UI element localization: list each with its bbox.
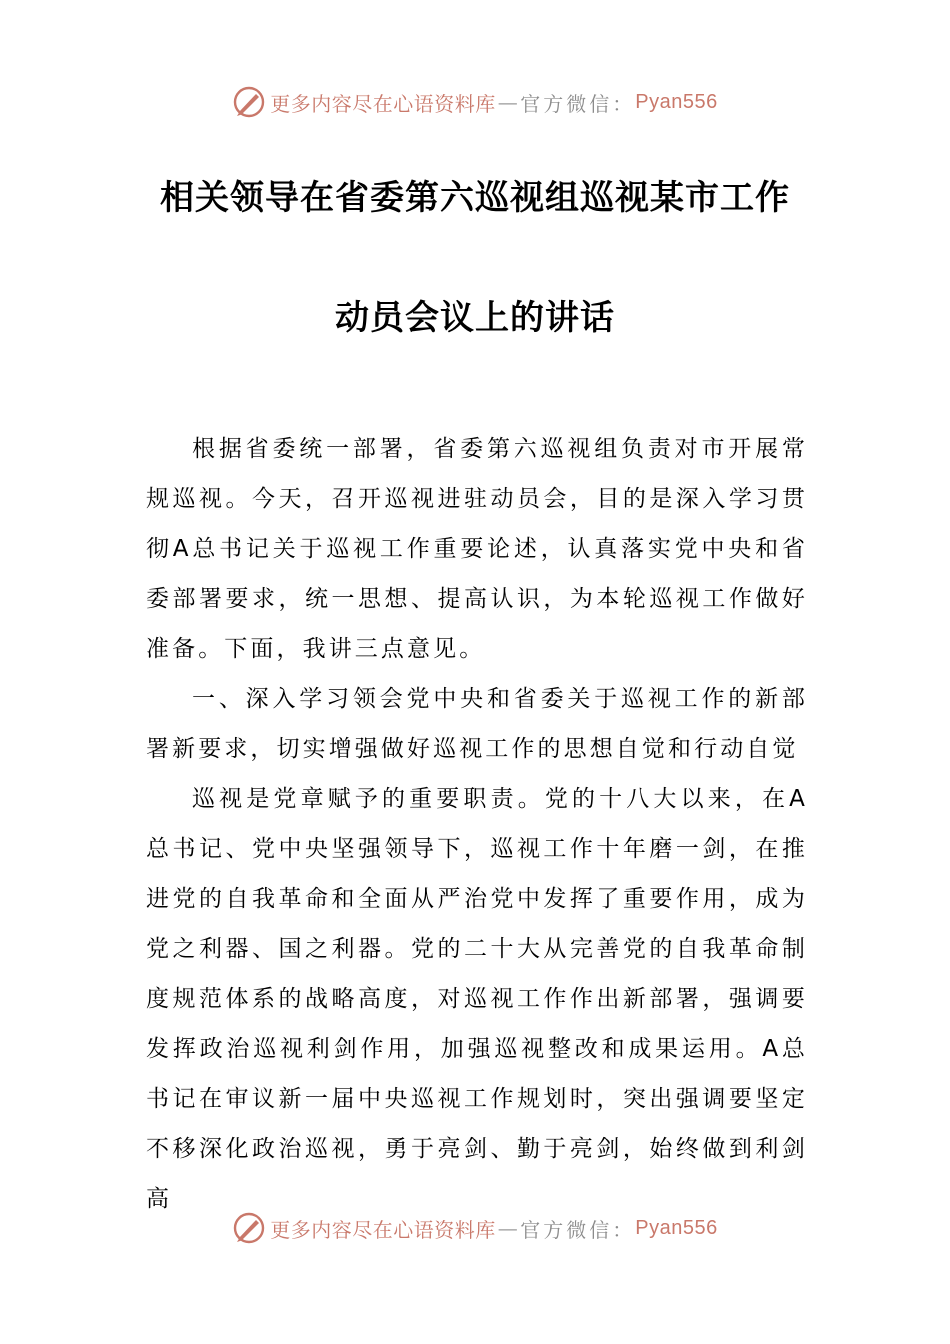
paragraph-intro: 根据省委统一部署，省委第六巡视组负责对市开展常规巡视。今天，召开巡视进驻动员会，目的是深入学习贯彻A总书记关于巡视工作重要论述，认真落实党中央和省委部署要求，统一思想、提高认识，为本轮巡视工作做好准备。下面，我讲三点意见。: [146, 436, 808, 662]
pen-circle-logo-icon: [232, 85, 266, 119]
watermark-wechat-id: Pyan556: [635, 90, 718, 113]
watermark-dash: —: [497, 1216, 519, 1240]
pen-circle-logo-icon: [232, 1211, 266, 1245]
document-title-line2: 动员会议上的讲话: [335, 298, 615, 338]
watermark-header: [0, 82, 950, 122]
paragraph-body: 巡视是党章赋予的重要职责。党的十八大以来，在A总书记、党中央坚强领导下，巡视工作十年磨一剑，在推进党的自我革命和全面从严治党中发挥了重要作用，成为党之利器、国之利器。党的二十大从完善党的自我革命制度规范体系的战略高度，对巡视工作作出新部署，强调要发挥政治巡视利剑作用，加强巡视整改和成果运用。A总书记在审议新一届中央巡视工作规划时，突出强调要坚定不移深化政治巡视，勇于亮剑、勤于亮剑，始终做到利剑高: [146, 786, 808, 1212]
watermark-site-name: 更多内容尽在心语资料库: [270, 91, 496, 116]
document-body: [146, 424, 808, 1224]
watermark-footer: [0, 1208, 950, 1248]
paragraph-section-heading: 一、深入学习领会党中央和省委关于巡视工作的新部署新要求，切实增强做好巡视工作的思想自觉和行动自觉: [146, 686, 808, 762]
watermark-official-label: 官方微信：: [520, 1217, 636, 1242]
watermark-official-label: 官方微信：: [520, 91, 636, 116]
watermark-dash: —: [497, 90, 519, 114]
watermark-site-name: 更多内容尽在心语资料库: [270, 1217, 496, 1242]
document-title-line1: 相关领导在省委第六巡视组巡视某市工作: [160, 178, 790, 218]
watermark-wechat-id: Pyan556: [635, 1216, 718, 1239]
